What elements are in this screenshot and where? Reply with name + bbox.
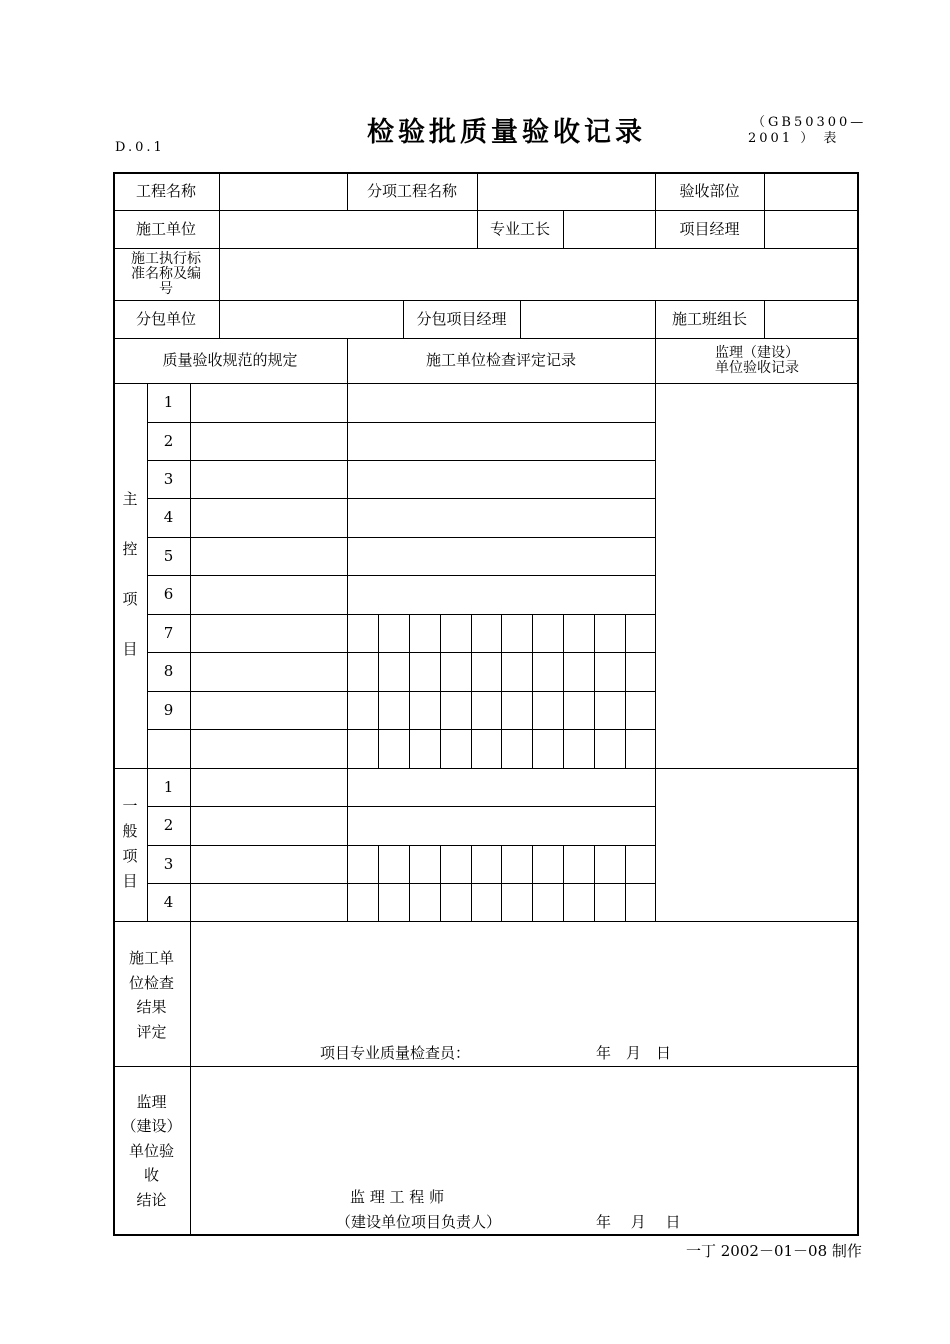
- subcontract-manager-field[interactable]: [520, 300, 655, 338]
- form-code: D.0.1: [115, 140, 165, 155]
- supervision-record-area[interactable]: [655, 383, 859, 921]
- sub-project-name-field[interactable]: [477, 172, 655, 210]
- standard-name-label: 施工执行标 准名称及编 号: [131, 250, 201, 297]
- form-title: 检验批质量验收记录: [367, 117, 646, 148]
- supervision-column-header: 监理（建设） 单位验收记录: [715, 344, 799, 376]
- main-item-number: 1: [163, 393, 174, 411]
- main-item-number: 6: [163, 585, 174, 603]
- conclusion-label: 监理 （建设） 单位验 收 结论: [121, 1092, 182, 1209]
- general-item-number: 3: [163, 854, 174, 873]
- main-items-label: 主 控 项 目: [122, 490, 138, 658]
- main-item-number: 4: [163, 508, 174, 526]
- main-item-number: 9: [163, 700, 174, 719]
- project-manager-field[interactable]: [764, 210, 859, 248]
- construction-unit-label: 施工单位: [135, 219, 196, 238]
- project-manager-label: 项目经理: [679, 219, 740, 238]
- subcontract-unit-field[interactable]: [219, 300, 403, 338]
- general-items-label: 一 般 项 目: [122, 797, 138, 890]
- conclusion-area[interactable]: [190, 1066, 859, 1186]
- spec-column-header: 质量验收规范的规定: [162, 351, 298, 369]
- supervision-engineer-label: 监 理 工 程 师: [350, 1187, 445, 1206]
- acceptance-part-field[interactable]: [764, 172, 859, 210]
- footer-credit: 一丁 2002－01－08 制作: [686, 1242, 862, 1260]
- conclusion-date: 年 月 日: [596, 1212, 681, 1231]
- general-item-number: 4: [163, 892, 174, 911]
- construction-unit-field[interactable]: [219, 210, 477, 248]
- professional-foreman-field[interactable]: [563, 210, 655, 248]
- acceptance-part-label: 验收部位: [679, 181, 740, 200]
- check-record-column-header: 施工单位检查评定记录: [425, 351, 576, 369]
- main-item-number: 2: [163, 431, 174, 450]
- main-item-number: 5: [163, 546, 174, 565]
- subcontract-unit-label: 分包单位: [135, 309, 196, 328]
- project-name-label: 工程名称: [135, 181, 196, 200]
- sub-project-name-label: 分项工程名称: [366, 181, 457, 200]
- evaluation-label: 施工单 位检查 结果 评定: [128, 948, 174, 1041]
- evaluation-area[interactable]: [190, 921, 859, 1041]
- subcontract-manager-label: 分包项目经理: [416, 309, 507, 328]
- main-item-number: 8: [163, 662, 174, 680]
- standard-reference-line1: （GB50300—: [752, 115, 867, 130]
- team-leader-label: 施工班组长: [671, 309, 747, 328]
- standard-reference-line2: 2001 ） 表: [748, 131, 840, 146]
- project-name-field[interactable]: [219, 172, 347, 210]
- owner-representative-label: （建设单位项目负责人）: [336, 1212, 502, 1231]
- quality-inspector-label: 项目专业质量检查员：: [320, 1043, 471, 1062]
- professional-foreman-label: 专业工长: [489, 219, 550, 238]
- main-item-number: 7: [163, 623, 174, 642]
- main-items-spec-area[interactable]: [190, 383, 347, 768]
- main-items-record-area[interactable]: [347, 383, 655, 614]
- team-leader-field[interactable]: [764, 300, 859, 338]
- general-item-number: 1: [163, 777, 174, 796]
- main-item-number: 3: [163, 469, 174, 488]
- evaluation-date: 年 月 日: [596, 1043, 672, 1062]
- general-item-number: 2: [163, 816, 174, 834]
- standard-name-field[interactable]: [219, 248, 859, 300]
